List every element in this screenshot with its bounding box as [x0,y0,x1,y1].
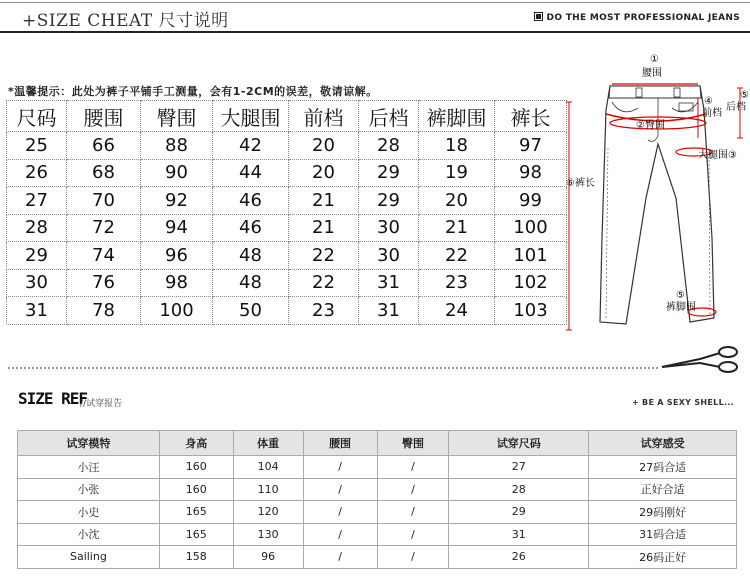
table-cell: / [303,523,377,546]
table-cell: / [303,501,377,524]
table-cell: 31码合适 [589,523,737,546]
front-rise-label: 前档 [702,108,722,119]
table-row [7,214,567,242]
column-header: 体重 [233,431,303,456]
hip-label: ②臀围 [636,120,665,131]
table-row [7,269,567,297]
table-cell: 88 [141,132,213,160]
front-rise-number: ④ [704,96,713,107]
table-row [18,478,737,501]
table-cell: 90 [141,159,213,187]
table-cell: Sailing [18,546,160,569]
back-rise-number: ⑤ [740,90,749,101]
table-row [18,523,737,546]
table-cell: 22 [419,242,495,270]
table-cell: 160 [159,456,233,479]
table-cell: 165 [159,523,233,546]
header-top-rule [0,2,750,3]
table-cell: 48 [213,242,289,270]
waist-number: ① [650,54,659,65]
table-cell: 66 [67,132,141,160]
column-header: 腰围 [303,431,377,456]
table-cell: 28 [359,132,419,160]
table-cell: 正好合适 [589,478,737,501]
table-cell: 104 [233,456,303,479]
table-row [7,242,567,270]
table-cell: 28 [7,214,67,242]
table-cell: 小沈 [18,523,160,546]
table-cell: 98 [495,159,567,187]
column-header: 臀围 [377,431,449,456]
table-cell: 78 [67,297,141,325]
table-cell: 100 [141,297,213,325]
hem-label: 裤脚围 [666,302,696,313]
square-bullet-icon [534,12,543,21]
table-cell: 110 [233,478,303,501]
table-cell: 158 [159,546,233,569]
table-cell: / [303,478,377,501]
table-cell: / [377,501,449,524]
table-cell: 23 [289,297,359,325]
column-header: 前档 [289,101,359,132]
table-cell: 小史 [18,501,160,524]
table-cell: 26 [449,546,589,569]
table-cell: 99 [495,187,567,215]
column-header: 后档 [359,101,419,132]
size-ref-subtitle: //试穿报告 [80,399,123,409]
column-header: 腰围 [67,101,141,132]
table-cell: / [303,546,377,569]
size-ref-slogan: + BE A SEXY SHELL... [631,398,734,407]
table-cell: 小张 [18,478,160,501]
table-cell: 46 [213,214,289,242]
table-cell: 31 [359,269,419,297]
jeans-measurement-diagram [566,48,750,338]
table-cell: 21 [289,187,359,215]
table-cell: 30 [359,242,419,270]
table-cell: 21 [419,214,495,242]
table-cell: 31 [359,297,419,325]
table-cell: 70 [67,187,141,215]
table-cell: 29 [449,501,589,524]
table-cell: 28 [449,478,589,501]
column-header: 裤脚围 [419,101,495,132]
column-header: 尺码 [7,101,67,132]
table-cell: 96 [233,546,303,569]
scissors-icon [660,345,742,375]
table-row [7,159,567,187]
table-cell: 76 [67,269,141,297]
table-cell: 小汪 [18,456,160,479]
table-cell: 20 [289,159,359,187]
table-cell: 101 [495,242,567,270]
column-header: 大腿围 [213,101,289,132]
table-cell: 68 [67,159,141,187]
table-cell: 22 [289,242,359,270]
table-cell: 29 [359,187,419,215]
table-cell: 20 [289,132,359,160]
table-row [18,501,737,524]
table-cell: 94 [141,214,213,242]
column-header: 臀围 [141,101,213,132]
table-cell: 48 [213,269,289,297]
fitting-report-table [17,430,737,569]
page-title: +SIZE CHEAT 尺寸说明 [22,11,229,31]
thigh-label: 大腿围③ [698,150,737,161]
column-header: 试穿模特 [18,431,160,456]
table-cell: 18 [419,132,495,160]
table-cell: 25 [7,132,67,160]
table-cell: 100 [495,214,567,242]
column-header: 裤长 [495,101,567,132]
table-header-row [7,101,567,132]
length-label: ⑥裤长 [566,178,595,189]
table-cell: 31 [7,297,67,325]
table-cell: 130 [233,523,303,546]
table-cell: / [377,546,449,569]
table-cell: 31 [449,523,589,546]
table-row [7,132,567,160]
table-cell: 44 [213,159,289,187]
back-rise-label: 后档 [726,102,746,113]
table-cell: 120 [233,501,303,524]
table-cell: 29 [7,242,67,270]
table-cell: 27 [7,187,67,215]
column-header: 试穿感受 [589,431,737,456]
table-cell: 27码合适 [589,456,737,479]
table-cell: 98 [141,269,213,297]
column-header: 身高 [159,431,233,456]
table-row [7,297,567,325]
table-cell: 24 [419,297,495,325]
dotted-divider [8,367,658,369]
table-cell: 74 [67,242,141,270]
table-cell: 50 [213,297,289,325]
header-rule [0,31,750,33]
table-cell: 96 [141,242,213,270]
table-cell: 27 [449,456,589,479]
table-cell: 165 [159,501,233,524]
table-cell: 26 [7,159,67,187]
table-cell: 46 [213,187,289,215]
table-cell: 103 [495,297,567,325]
table-cell: 42 [213,132,289,160]
table-cell: 23 [419,269,495,297]
table-cell: / [303,456,377,479]
table-cell: 21 [289,214,359,242]
size-ref-title: SIZE REF [18,389,88,408]
table-cell: 97 [495,132,567,160]
brand-tagline [534,12,740,23]
table-row [18,546,737,569]
table-cell: 30 [7,269,67,297]
waist-label: 腰围 [642,68,662,79]
table-row [7,187,567,215]
table-cell: 30 [359,214,419,242]
table-cell: 22 [289,269,359,297]
table-cell: 102 [495,269,567,297]
hem-number: ⑤ [676,290,685,301]
column-header: 试穿尺码 [449,431,589,456]
table-header-row [18,431,737,456]
table-cell: 160 [159,478,233,501]
table-cell: 92 [141,187,213,215]
size-chart-table [6,100,567,325]
table-cell: 29码刚好 [589,501,737,524]
table-cell: / [377,456,449,479]
table-cell: 20 [419,187,495,215]
table-cell: 26码正好 [589,546,737,569]
table-cell: 29 [359,159,419,187]
measurement-note: *温馨提示：此处为裤子平铺手工测量，会有1-2CM的误差，敬请谅解。 [8,85,378,98]
table-cell: 19 [419,159,495,187]
table-row [18,456,737,479]
tagline-text: DO THE MOST PROFESSIONAL JEANS [546,13,740,23]
table-cell: 72 [67,214,141,242]
table-cell: / [377,478,449,501]
table-cell: / [377,523,449,546]
